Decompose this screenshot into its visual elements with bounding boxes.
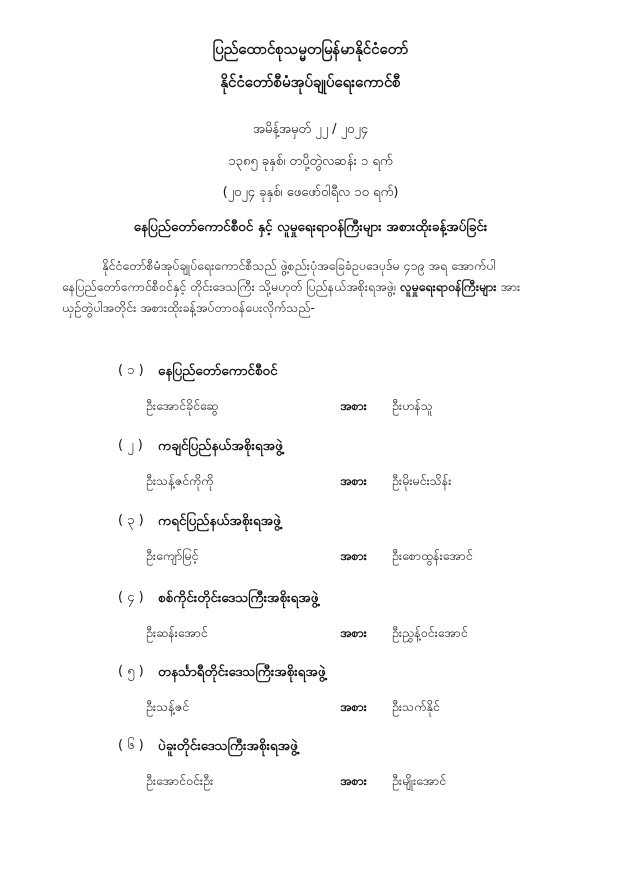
appointment-section-2	[0, 437, 621, 507]
replacement-label: အစား	[340, 699, 367, 714]
outgoing-name: ဦးအောင်ဝင်းဦး	[146, 773, 214, 788]
incoming-name: ဦးမိုးမင်းသိန်း	[392, 473, 452, 488]
replacement-label: အစား	[340, 398, 367, 413]
appointment-section-5	[0, 663, 621, 733]
incoming-name: ဦးသက်နိုင်	[392, 699, 440, 714]
appointment-section-4	[0, 589, 621, 659]
section-name: ကရင်ပြည်နယ်အစိုးရအဖွဲ့	[158, 513, 281, 529]
section-number: ( ၅ )	[118, 664, 144, 679]
section-number: ( ၄ )	[118, 590, 144, 605]
gregorian-date: (၂၀၂၄ ခုနှစ်၊ ဖေဖော်ဝါရီလ ၁၀ ရက်)	[222, 185, 399, 200]
outgoing-name: ဦးအောင်ခိုင်ဆွေ	[146, 398, 219, 413]
incoming-name: ဦးစောထွန်းအောင်	[392, 548, 473, 563]
section-name: စစ်ကိုင်းတိုင်းဒေသကြီးအစိုးရအဖွဲ့	[158, 590, 319, 606]
incoming-name: ဦးဟန်သူ	[392, 398, 433, 413]
replacement-label: အစား	[340, 473, 367, 488]
appointment-section-3	[0, 512, 621, 582]
appointment-section-6	[0, 737, 621, 807]
body-emphasis: လူမှုရေးရာဝန်ကြီးများ	[399, 279, 497, 294]
state-name-heading: ပြည်ထောင်စုသမ္မတမြန်မာနိုင်ငံတော်	[212, 40, 409, 58]
incoming-name: ဦးမျိုးအောင်	[392, 773, 447, 788]
outgoing-name: ဦးသန့်ဇင်	[146, 699, 190, 714]
body-line-2: နေပြည်တော်ကောင်စီဝင်နှင့် တိုင်းဒေသကြီး သို့မဟုတ် ပြည်နယ်အစိုးရအဖွဲ့၊ လူမှုရေးရာဝန်ကြီးများ အား	[62, 279, 521, 294]
outgoing-name: ဦးကျော်မြင့်	[146, 548, 199, 563]
section-number: ( ၁ )	[118, 363, 144, 378]
section-number: ( ၂ )	[118, 438, 143, 453]
order-number: အမိန့်အမှတ် ၂၂ / ၂၀၂၄	[252, 122, 369, 137]
section-name: ကချင်ပြည်နယ်အစိုးရအဖွဲ့	[158, 438, 283, 454]
incoming-name: ဦးညွှန့်ဝင်းအောင်	[392, 625, 468, 640]
council-name-heading: နိုင်ငံတော်စီမံအုပ်ချုပ်ရေးကောင်စီ	[220, 73, 401, 91]
myanmar-date: ၁၃၈၅ ခုနှစ်၊ တပို့တွဲလဆန်း ၁ ရက်	[228, 154, 393, 169]
body-line-3: ယှဉ်တွဲပါအတိုင်း အစားထိုးခန့်အပ်တာဝန်ပေးလိုက်သည်-	[62, 300, 315, 315]
outgoing-name: ဦးဆန်းအောင်	[146, 625, 208, 640]
document-title: နေပြည်တော်ကောင်စီဝင် နှင့် လူမှုရေးရာဝန်ကြီးများ အစားထိုးခန့်အပ်ခြင်း	[133, 219, 488, 235]
section-number: ( ၃ )	[118, 513, 144, 528]
body-paragraph	[62, 255, 566, 318]
appointment-section-1	[0, 362, 621, 432]
section-name: နေပြည်တော်ကောင်စီဝင်	[158, 363, 278, 379]
outgoing-name: ဦးသန့်ဇင်ကိုကို	[146, 473, 214, 488]
replacement-label: အစား	[340, 625, 367, 640]
body-line-1: နိုင်ငံတော်စီမံအုပ်ချုပ်ရေးကောင်စီသည် ဖွဲ့စည်းပုံအခြေခံဥပဒေပုဒ်မ ၄၁၉ အရ အောက်ပါ	[102, 258, 496, 273]
section-number: ( ၆ )	[118, 738, 144, 753]
replacement-label: အစား	[340, 773, 367, 788]
replacement-label: အစား	[340, 548, 367, 563]
section-name: တနင်္သာရီတိုင်းဒေသကြီးအစိုးရအဖွဲ့	[158, 664, 326, 680]
section-name: ပဲခူးတိုင်းဒေသကြီးအစိုးရအဖွဲ့	[158, 738, 298, 754]
